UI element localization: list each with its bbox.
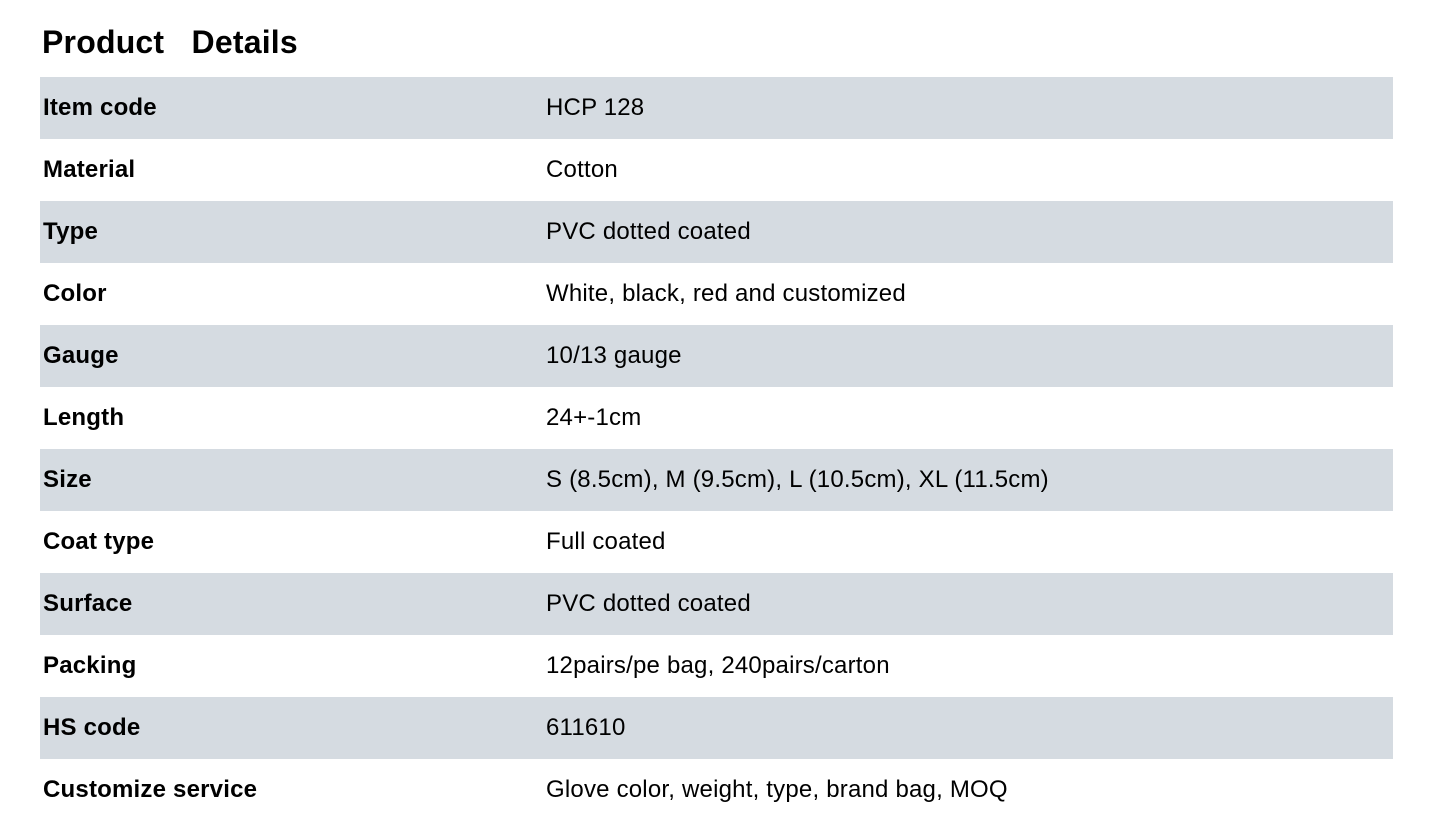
- spec-value: White, black, red and customized: [546, 280, 906, 307]
- spec-row: [40, 201, 1393, 263]
- spec-row: [40, 449, 1393, 511]
- spec-value: S (8.5cm), M (9.5cm), L (10.5cm), XL (11.5cm): [546, 466, 1049, 493]
- spec-value: Glove color, weight, type, brand bag, MOQ: [546, 776, 1008, 803]
- spec-label: Surface: [43, 590, 133, 617]
- spec-value: PVC dotted coated: [546, 590, 751, 617]
- spec-row: [40, 759, 1393, 821]
- page-title: Product Details: [42, 24, 298, 60]
- spec-value: 24+-1cm: [546, 404, 642, 431]
- spec-label: Coat type: [43, 528, 155, 555]
- spec-label: Size: [43, 466, 92, 493]
- spec-value: 611610: [546, 714, 626, 741]
- spec-label: Color: [43, 280, 107, 307]
- spec-label: Length: [43, 404, 125, 431]
- spec-row: [40, 77, 1393, 139]
- spec-row: [40, 511, 1393, 573]
- spec-row: [40, 263, 1393, 325]
- spec-label: Customize service: [43, 776, 258, 803]
- spec-row: [40, 635, 1393, 697]
- spec-label: HS code: [43, 714, 141, 741]
- spec-value: PVC dotted coated: [546, 218, 751, 245]
- spec-value: Cotton: [546, 156, 618, 183]
- spec-label: Item code: [43, 94, 157, 121]
- spec-row: [40, 573, 1393, 635]
- spec-label: Gauge: [43, 342, 119, 369]
- spec-value: HCP 128: [546, 94, 645, 121]
- spec-label: Packing: [43, 652, 137, 679]
- spec-row: [40, 325, 1393, 387]
- spec-label: Type: [43, 218, 99, 245]
- product-spec-table: [40, 77, 1393, 821]
- spec-label: Material: [43, 156, 136, 183]
- spec-row: [40, 697, 1393, 759]
- spec-row: [40, 387, 1393, 449]
- spec-value: 12pairs/pe bag, 240pairs/carton: [546, 652, 890, 679]
- spec-value: Full coated: [546, 528, 666, 555]
- spec-row: [40, 139, 1393, 201]
- spec-value: 10/13 gauge: [546, 342, 682, 369]
